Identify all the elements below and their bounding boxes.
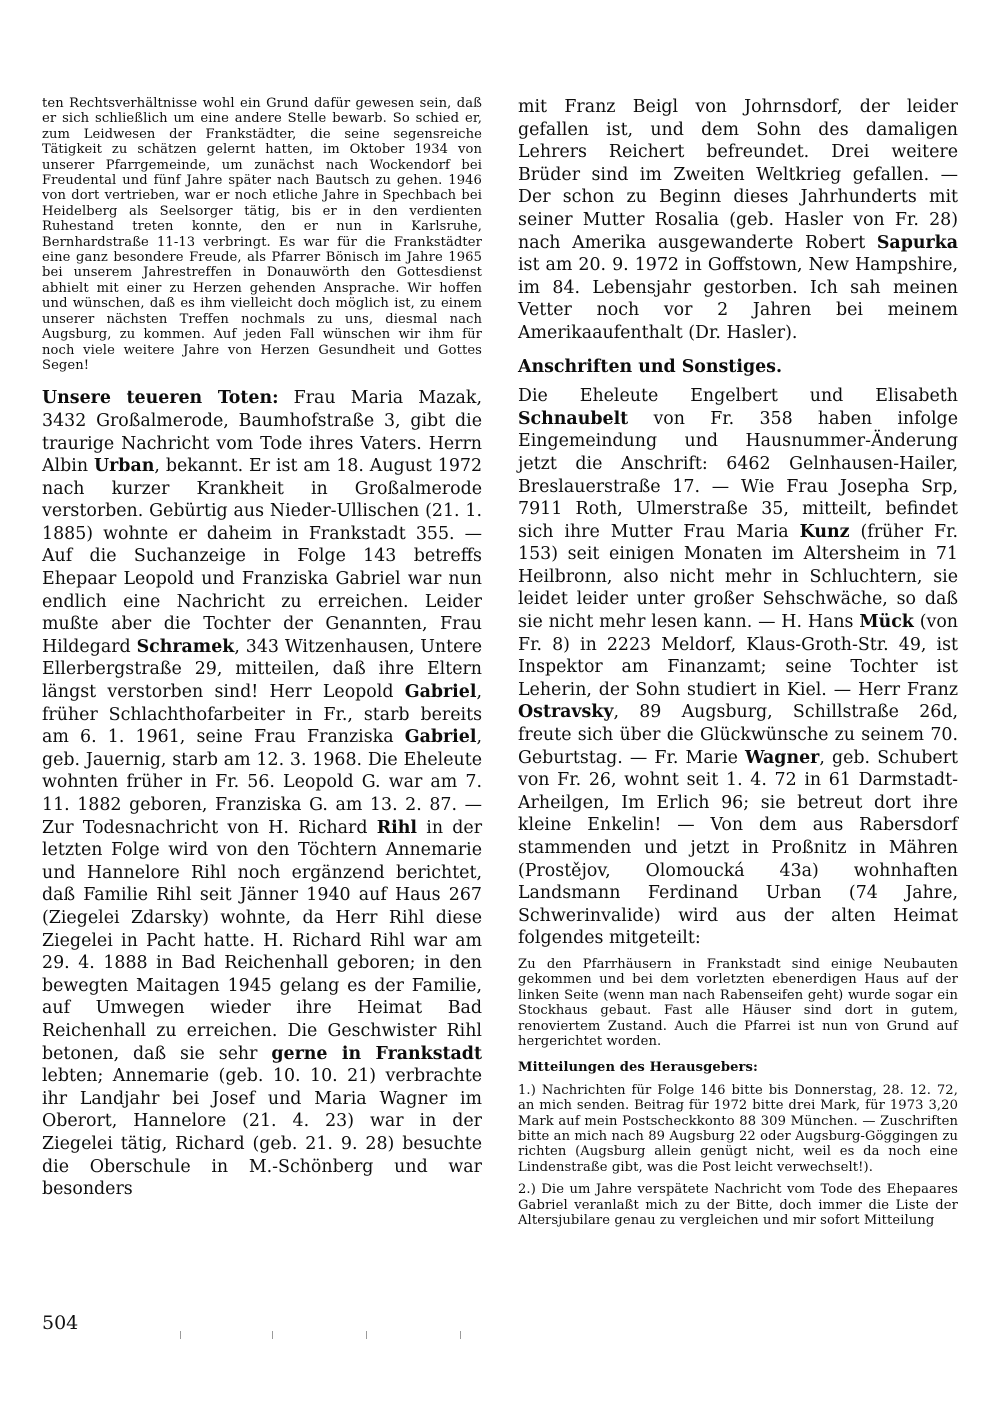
name-kunz: Kunz [799, 521, 850, 542]
name-gabriel-leopold: Gabriel [404, 682, 477, 703]
right-top-text-2: ist am 20. 9. 1972 in Goffstown, New Hampshire, im 84. Lebensjahr gestorben. Ich sah meinen Vetter noch vor 2 Jahren bei meinem Amerikaaufenthalt (Dr. Hasler). [518, 255, 958, 343]
toten-text-4: , früher Schlachthofarbeiter in Fr., starb bereits am 6. 1. 1961, seine Frau Franziska [42, 682, 482, 748]
name-gabriel-franziska: Gabriel [404, 727, 477, 748]
name-mueck: Mück [859, 612, 914, 633]
name-rihl: Rihl [376, 817, 418, 838]
mitteilungen-spacer [518, 1049, 958, 1060]
ansch-text-5: , 89 Augsburg, Schillstraße 26d, freute sich über die Glückwünsche zu seinem 70. Geburtstag. — Fr. Marie [518, 702, 958, 768]
paragraph-right-top [518, 96, 958, 345]
ansch-text-1: Die Eheleute Engelbert und Elisabeth [518, 386, 958, 407]
paragraph-quoted-report: Zu den Pfarrhäusern in Frankstadt sind einige Neubauten gekommen und bei dem vorletzten ebenerdigen Haus auf der linken Seite (wenn man nach Rabenseifen geht) wurde sogar ein Stockhaus gebaut. Fast alle Häuser sind dort in gutem, renoviertem Zustand. Auch die Pfarrei ist nun von Grund auf hergerichtet worden. [518, 956, 958, 1049]
left-column [42, 96, 482, 1228]
registration-tick [180, 1331, 181, 1339]
heading-anschriften-und-sonstiges: Anschriften und Sonstiges. [518, 356, 783, 377]
heading-spacer [518, 378, 958, 385]
mitteilung-spacer-1 [518, 1076, 958, 1083]
right-top-text-1: mit Franz Beigl von Johrnsdorf, der leider gefallen ist, und dem Sohn des damaligen Lehrers Reichert befreundet. Drei weitere Brüder sind im Zweiten Weltkrieg gefallen. — Der schon zu Beginn dieses Jahrhunderts mit seiner Mutter Rosalia (geb. Hasler von Fr. 28) nach Amerika ausgewanderte Robert [518, 97, 958, 253]
right-column [518, 96, 958, 1228]
registration-tick [366, 1331, 367, 1339]
ansch-text-2: von Fr. 358 haben infolge Eingemeindung und Hausnummer-Änderung jetzt die Anschrift: 6462 Gelnhausen-Hailer, Breslauerstraße 17. — Wie Frau Josepha Srp, 7911 Roth, Ulmerstraße 35, mitteilt, befindet sich ihre Mutter Frau Maria [518, 408, 958, 542]
toten-text-2: , bekannt. Er ist am 18. August 1972 nach kurzer Krankheit in Großalmerode verstorben. Gebürtig aus Nieder-Ullischen (21. 1. 1885) wohnte er daheim in Frankstadt 355. — Auf die Suchanzeige in Folge 143 betreffs Ehepaar Leopold und Franziska Gabriel war nun endlich eine Nachricht zu erreichen. Leider mußte aber die Tochter der Genannten, Frau Hildegard [42, 456, 483, 657]
toten-text-7: lebten; Annemarie (geb. 10. 10. 21) verbrachte ihr Landjahr bei Josef und Maria Wagner im Oberort, Hannelore (21. 4. 23) war in der Ziegelei tätig, Richard (geb. 21. 9. 28) besuchte die Oberschule in M.-Schönberg und war besonders [42, 1066, 482, 1200]
section-spacer [518, 345, 958, 356]
name-urban: Urban [93, 456, 155, 477]
name-wagner: Wagner [745, 747, 820, 768]
registration-tick [460, 1331, 461, 1339]
paragraph-mitteilung-2: 2.) Die um Jahre verspätete Nachricht vom Tode des Ehepaares Gabriel veranlaßt mich zu der Bitte, doch immer die Liste der Altersjubilare genau zu vergleichen und mir sofort Mitteilung [518, 1182, 958, 1229]
paragraph-anschriften [518, 385, 958, 950]
paragraph-unsere-teueren-toten [42, 387, 482, 1200]
page-number: 504 [42, 1312, 79, 1334]
registration-tick [272, 1331, 273, 1339]
two-column-layout [42, 96, 958, 1228]
heading-unsere-teueren-toten: Unsere teueren Toten: [42, 388, 279, 409]
phrase-gerne-in-frankstadt: gerne in Frankstadt [271, 1043, 482, 1064]
registration-marks [180, 1331, 510, 1341]
name-ostravsky: Ostravsky [518, 702, 614, 723]
toten-text-6: in der letzten Folge wird von den Töchtern Annemarie und Hannelore Rihl noch ergänzend berichtet, daß Familie Rihl seit Jänner 1940 auf Haus 267 (Ziegelei Zdarsky) wohnte, da Herr Rihl diese Ziegelei in Pacht hatte. H. Richard Rihl war am 29. 4. 1888 in Bad Reichenhall geboren; in den bewegten Maitagen 1945 gelang es der Familie, auf Umwegen wieder ihre Heimat Bad Reichenhall zu erreichen. Die Geschwister Rihl betonen, daß sie sehr [42, 817, 483, 1064]
paragraph-continued: ten Rechtsverhältnisse wohl ein Grund dafür gewesen sein, daß er sich schließlich um eine andere Stelle bewarb. So schied er, zum Leidwesen der Frankstädter, die seine segensreiche Tätigkeit zu schätzen gelernt hatten, im Oktober 1934 von unserer Pfarrgemeinde, um zunächst nach Wockendorf bei Freudental und fünf Jahre später nach Bautsch zu gehen. 1946 von dort vertrieben, war er noch etliche Jahre in Spechbach bei Heidelberg als Seelsorger tätig, bis er in den verdienten Ruhestand treten konnte, den er nun in Karlsruhe, Bernhardstraße 11-13 verbringt. Es war für die Frankstädter eine ganz besondere Freude, als Pfarrer Bönisch im Jahre 1965 bei unserem Jahrestreffen in Donauwörth den Gottesdienst abhielt mit einer zu Herzen gehenden Ansprache. Wir hoffen und wünschen, daß es ihm vielleicht doch möglich ist, zu einem unserer nächsten Treffen nochmals zu uns, diesmal nach Augsburg, zu kommen. Auf jeden Fall wünschen wir ihm für noch viele weitere Jahre von Herzen Gesundheit und Gottes Segen! [42, 96, 482, 373]
name-sapurka: Sapurka [876, 232, 958, 253]
mitteilung-spacer-2 [518, 1175, 958, 1182]
quote-spacer [518, 950, 958, 957]
heading-mitteilungen-des-herausgebers: Mitteilungen des Herausgebers: [518, 1060, 758, 1076]
paragraph-mitteilung-1: 1.) Nachrichten für Folge 146 bitte bis Donnerstag, 28. 12. 72, an mich senden. Beitrag für 1972 bitte drei Mark, für 1973 3,20 Mark auf mein Postscheckkonto 88 309 München. — Zuschriften bitte an mich nach 89 Augsburg 22 oder Augsburg-Göggingen zu richten (Augsburg allein genügt nicht, weil es da noch eine Lindenstraße gibt, was die Post leicht verwechselt!). [518, 1082, 958, 1175]
name-schnaubelt: Schnaubelt [518, 408, 629, 429]
toten-text-3: , 343 Witzenhausen, Untere Ellerbergstraße 29, mitteilen, daß ihre Eltern längst verstorben sind! Herr Leopold [42, 636, 482, 703]
name-schramek: Schramek [136, 636, 235, 657]
toten-text-1: Frau Maria Mazak, 3432 Großalmerode, Baumhofstraße 3, gibt die traurige Nachricht vom Tode ihres Vaters. Herrn Albin [42, 388, 482, 477]
ansch-text-3: (früher Fr. 153) seit einigen Monaten im Altersheim in 71 Heilbronn, also nicht mehr in Schluchtern, sie leidet leider unter großer Sehschwäche, so daß sie nicht mehr lesen kann. — H. Hans [518, 521, 959, 633]
ansch-text-6: , geb. Schubert von Fr. 26, wohnt seit 1. 4. 72 in 61 Darmstadt-Arheilgen, Im Erlich 96; sie betreut dort ihre kleine Enkelin! — Von dem aus Rabersdorf stammenden und jetzt in Proßnitz in Mähren (Prostějov, Olomoucká 43a) wohnhaften Landsmann Ferdinand Urban (74 Jahre, Schwerinvalide) wird aus der alten Heimat folgendes mitgeteilt: [518, 747, 958, 949]
paragraph-spacer [42, 373, 482, 387]
ansch-text-4: (von Fr. 8) in 2223 Meldorf, Klaus-Groth-Str. 49, ist Inspektor am Finanzamt; seine Tochter ist Leherin, der Sohn studiert in Kiel. — Herr Franz [518, 612, 958, 700]
toten-text-5: , geb. Jauernig, starb am 12. 3. 1968. Die Eheleute wohnten früher in Fr. 56. Leopold G. war am 7. 11. 1882 geboren, Franziska G. am 13. 2. 87. — Zur Todesnachricht von H. Richard [42, 727, 482, 838]
